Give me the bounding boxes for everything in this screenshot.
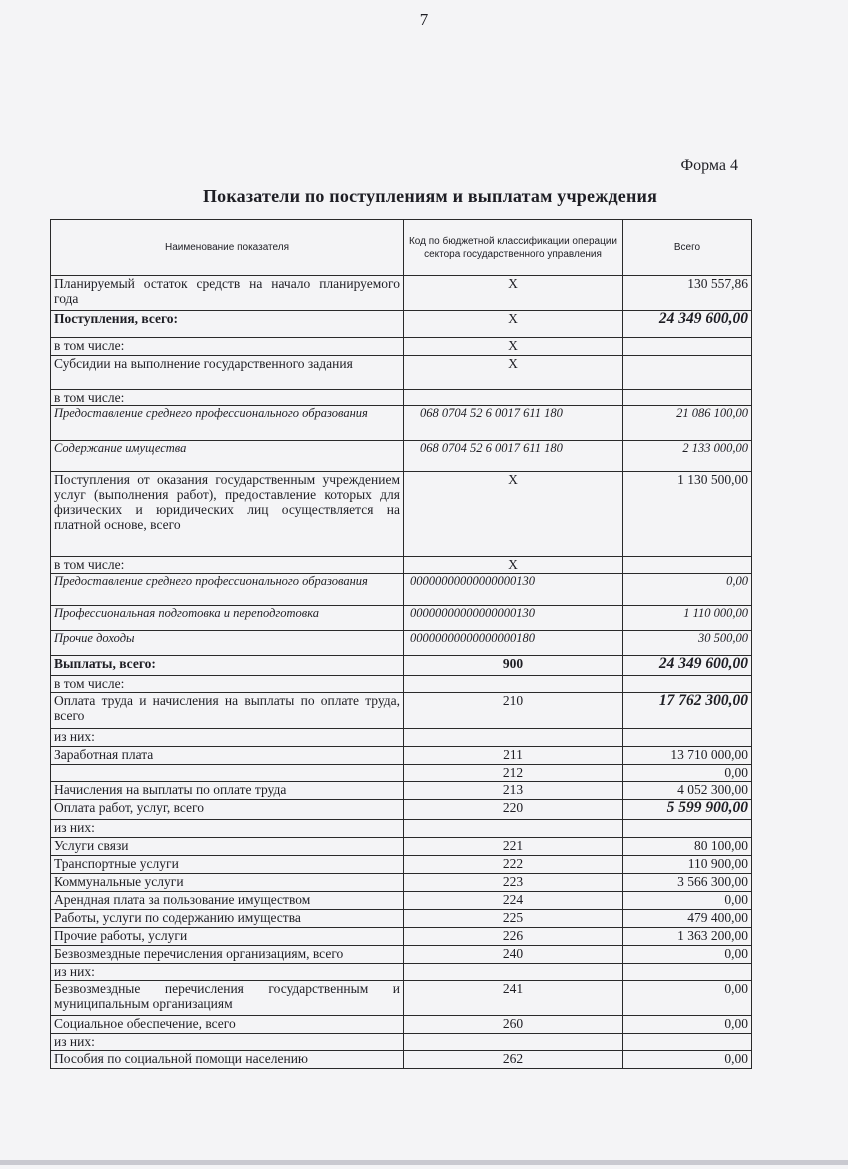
table-row — [51, 747, 752, 765]
row-total — [623, 557, 752, 574]
row-code: 213 — [404, 782, 623, 800]
row-code: 068 0704 52 6 0017 611 180 — [404, 406, 623, 441]
table-row — [51, 981, 752, 1016]
row-code: 262 — [404, 1051, 623, 1069]
row-name: Прочие доходы — [51, 631, 404, 656]
row-code — [404, 390, 623, 406]
table-row — [51, 406, 752, 441]
row-name: Пособия по социальной помощи населению — [51, 1051, 404, 1069]
row-name: Поступления, всего: — [51, 311, 404, 338]
table-row — [51, 964, 752, 981]
row-name: Работы, услуги по содержанию имущества — [51, 910, 404, 928]
row-name: Начисления на выплаты по оплате труда — [51, 782, 404, 800]
row-code: 210 — [404, 693, 623, 729]
row-total: 3 566 300,00 — [623, 874, 752, 892]
row-code: 900 — [404, 656, 623, 676]
row-total — [623, 964, 752, 981]
table-row — [51, 557, 752, 574]
row-code: 223 — [404, 874, 623, 892]
row-name: Арендная плата за пользование имуществом — [51, 892, 404, 910]
table-row — [51, 1051, 752, 1069]
table-row — [51, 441, 752, 472]
row-code — [404, 729, 623, 747]
row-name: из них: — [51, 1034, 404, 1051]
row-code: X — [404, 472, 623, 557]
row-name: Оплата работ, услуг, всего — [51, 800, 404, 820]
row-name: Прочие работы, услуги — [51, 928, 404, 946]
row-total — [623, 1034, 752, 1051]
table-header-row — [51, 220, 752, 276]
table-row — [51, 390, 752, 406]
table-row — [51, 782, 752, 800]
row-total: 80 100,00 — [623, 838, 752, 856]
row-code: 260 — [404, 1016, 623, 1034]
row-total: 1 130 500,00 — [623, 472, 752, 557]
row-total: 4 052 300,00 — [623, 782, 752, 800]
table-row — [51, 910, 752, 928]
row-code: 212 — [404, 765, 623, 782]
row-total: 479 400,00 — [623, 910, 752, 928]
row-name: Планируемый остаток средств на начало планируемого года — [51, 276, 404, 311]
row-total: 21 086 100,00 — [623, 406, 752, 441]
row-code: X — [404, 276, 623, 311]
table-row — [51, 574, 752, 606]
row-name: Безвозмездные перечисления государственным и муниципальным организациям — [51, 981, 404, 1016]
row-name: Заработная плата — [51, 747, 404, 765]
table-row — [51, 276, 752, 311]
row-name: Безвозмездные перечисления организациям, всего — [51, 946, 404, 964]
row-total — [623, 676, 752, 693]
row-name: из них: — [51, 729, 404, 747]
table-row — [51, 874, 752, 892]
table-row — [51, 676, 752, 693]
row-name: Содержание имущества — [51, 441, 404, 472]
table-row — [51, 729, 752, 747]
table-row — [51, 856, 752, 874]
table-row — [51, 631, 752, 656]
row-code: 221 — [404, 838, 623, 856]
row-code: 225 — [404, 910, 623, 928]
row-total: 1 110 000,00 — [623, 606, 752, 631]
row-total: 17 762 300,00 — [623, 693, 752, 729]
row-code: 00000000000000000180 — [404, 631, 623, 656]
row-name: Предоставление среднего профессионального образования — [51, 574, 404, 606]
row-name: Предоставление среднего профессионального образования — [51, 406, 404, 441]
row-total: 30 500,00 — [623, 631, 752, 656]
row-total: 130 557,86 — [623, 276, 752, 311]
table-row — [51, 800, 752, 820]
table-row — [51, 892, 752, 910]
row-code: 068 0704 52 6 0017 611 180 — [404, 441, 623, 472]
row-code — [404, 676, 623, 693]
row-name: из них: — [51, 820, 404, 838]
table-row — [51, 656, 752, 676]
table-row — [51, 693, 752, 729]
row-name: в том числе: — [51, 676, 404, 693]
row-name: Транспортные услуги — [51, 856, 404, 874]
table-row — [51, 820, 752, 838]
row-name: Поступления от оказания государственным учреждением услуг (выполнения работ), предоставление которых для физических и юридических лиц осуществляется на платной основе, всего — [51, 472, 404, 557]
row-name: Услуги связи — [51, 838, 404, 856]
row-name: Субсидии на выполнение государственного задания — [51, 356, 404, 390]
table-row — [51, 838, 752, 856]
row-total: 5 599 900,00 — [623, 800, 752, 820]
row-code: 00000000000000000130 — [404, 606, 623, 631]
row-code — [404, 820, 623, 838]
row-total: 0,00 — [623, 765, 752, 782]
row-total — [623, 729, 752, 747]
row-code: 226 — [404, 928, 623, 946]
row-name: Социальное обеспечение, всего — [51, 1016, 404, 1034]
table-row — [51, 311, 752, 338]
indicators-table — [50, 219, 752, 1069]
row-code: 211 — [404, 747, 623, 765]
row-code: X — [404, 311, 623, 338]
row-code: 220 — [404, 800, 623, 820]
table-row — [51, 1034, 752, 1051]
row-name: Коммунальные услуги — [51, 874, 404, 892]
row-code: 240 — [404, 946, 623, 964]
table-row — [51, 338, 752, 356]
table-row — [51, 472, 752, 557]
header-total: Всего — [623, 220, 752, 276]
row-name: из них: — [51, 964, 404, 981]
row-name: Оплата труда и начисления на выплаты по оплате труда, всего — [51, 693, 404, 729]
table-row — [51, 1016, 752, 1034]
row-code — [404, 1034, 623, 1051]
row-code: 224 — [404, 892, 623, 910]
row-code: 241 — [404, 981, 623, 1016]
row-total: 0,00 — [623, 574, 752, 606]
row-total: 13 710 000,00 — [623, 747, 752, 765]
table-row — [51, 928, 752, 946]
row-total: 2 133 000,00 — [623, 441, 752, 472]
row-name: Выплаты, всего: — [51, 656, 404, 676]
row-total: 0,00 — [623, 1051, 752, 1069]
document-title: Показатели по поступлениям и выплатам учреждения — [202, 186, 658, 206]
row-name: в том числе: — [51, 390, 404, 406]
row-total — [623, 338, 752, 356]
table-row — [51, 356, 752, 390]
row-name: Профессиональная подготовка и переподготовка — [51, 606, 404, 631]
row-name: в том числе: — [51, 338, 404, 356]
row-total: 24 349 600,00 — [623, 656, 752, 676]
page-number: 7 — [419, 10, 429, 29]
table-row — [51, 946, 752, 964]
row-name — [51, 765, 404, 782]
row-code: X — [404, 557, 623, 574]
row-total: 1 363 200,00 — [623, 928, 752, 946]
row-total — [623, 390, 752, 406]
row-name: в том числе: — [51, 557, 404, 574]
row-total: 0,00 — [623, 1016, 752, 1034]
row-total: 110 900,00 — [623, 856, 752, 874]
page-bottom-edge — [0, 1160, 848, 1165]
row-total: 0,00 — [623, 981, 752, 1016]
row-total: 0,00 — [623, 946, 752, 964]
row-code: X — [404, 356, 623, 390]
row-code: X — [404, 338, 623, 356]
form-label: Форма 4 — [680, 157, 738, 174]
header-code: Код по бюджетной классификации операции сектора государственного управления — [404, 220, 623, 276]
row-total — [623, 356, 752, 390]
row-total — [623, 820, 752, 838]
row-total: 0,00 — [623, 892, 752, 910]
header-name: Наименование показателя — [51, 220, 404, 276]
row-code — [404, 964, 623, 981]
table-row — [51, 606, 752, 631]
table-row — [51, 765, 752, 782]
row-total: 24 349 600,00 — [623, 311, 752, 338]
row-code: 222 — [404, 856, 623, 874]
row-code: 00000000000000000130 — [404, 574, 623, 606]
